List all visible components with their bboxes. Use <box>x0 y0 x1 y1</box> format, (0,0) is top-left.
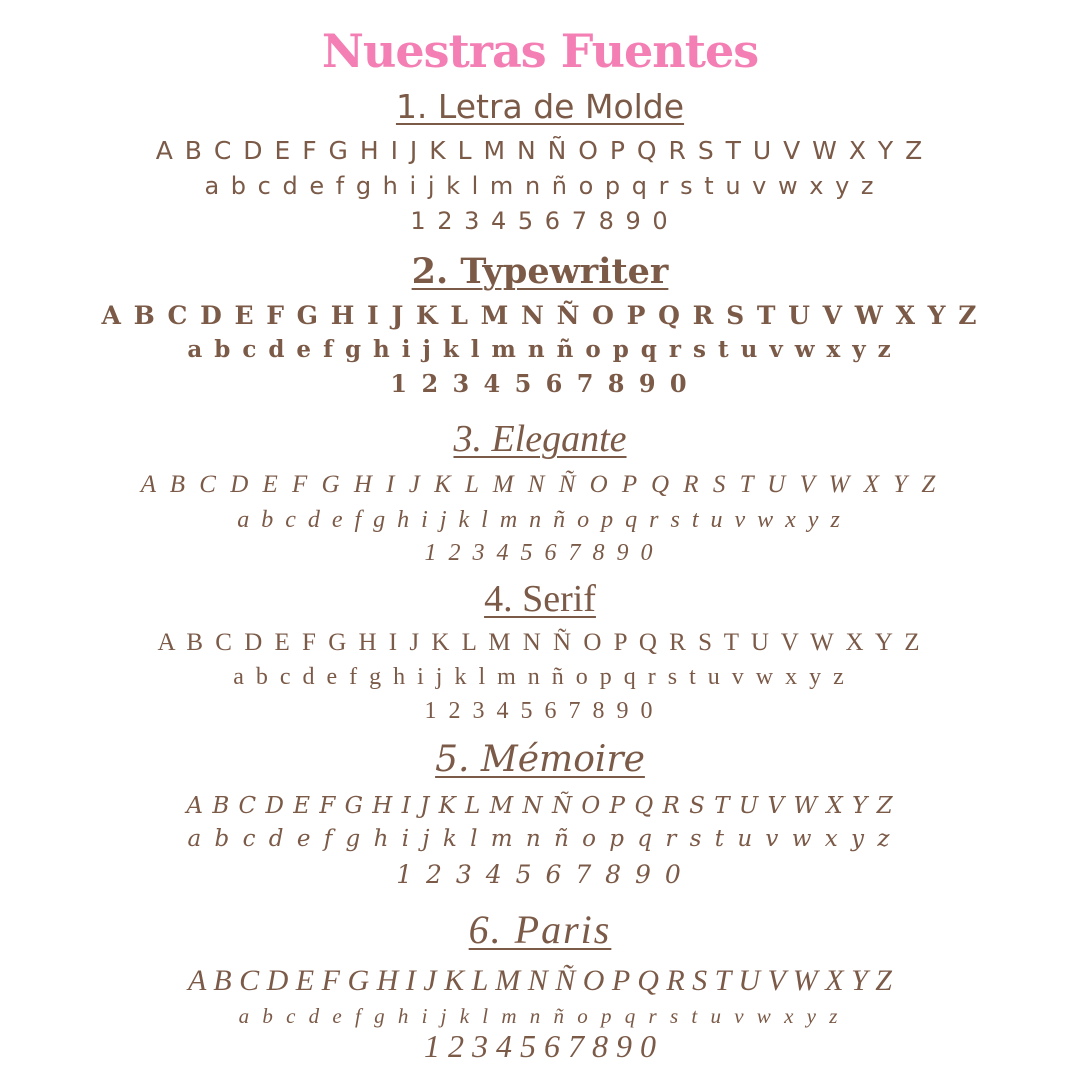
font-heading-elegante: 3. Elegante <box>453 418 627 460</box>
font-heading-paris: 6. Paris <box>468 907 612 952</box>
font-sample-uppercase: A B C D E F G H I J K L M N Ñ O P Q R S T U V W X Y Z <box>186 793 894 819</box>
font-sample-uppercase: A B C D E F G H I J K L M N Ñ O P Q R S T U V W X Y Z <box>140 471 940 498</box>
font-sample-uppercase: A B C D E F G H I J K L M N Ñ O P Q R S T U V W X Y Z <box>188 964 892 997</box>
font-sample-lowercase: a b c d e f g h i j k l m n ñ o p q r s t u v w x y z <box>238 1004 842 1028</box>
font-sample-numbers: 1 2 3 4 5 6 7 8 9 0 <box>390 369 690 398</box>
font-heading-letra-de-molde: 1. Letra de Molde <box>395 87 685 126</box>
font-sample-lowercase: a b c d e f g h i j k l m n ñ o p q r s t u v w x y z <box>204 172 876 200</box>
font-sample-lowercase: a b c d e f g h i j k l m n ñ o p q r s t u v w x y z <box>233 664 847 690</box>
page-title: Nuestras Fuentes <box>321 24 759 78</box>
font-sample-numbers: 1 2 3 4 5 6 7 8 9 0 <box>396 860 684 889</box>
font-sample-numbers: 1 2 3 4 5 6 7 8 9 0 <box>424 698 656 724</box>
font-sample-numbers: 1 2 3 4 5 6 7 8 9 0 <box>410 207 670 235</box>
font-sample-uppercase: A B C D E F G H I J K L M N Ñ O P Q R S T U V W X Y Z <box>101 301 979 330</box>
font-sample-numbers: 1 2 3 4 5 6 7 8 9 0 <box>424 540 656 566</box>
font-sample-uppercase: A B C D E F G H I J K L M N Ñ O P Q R S T U V W X Y Z <box>157 629 923 656</box>
font-sample-numbers: 1 2 3 4 5 6 7 8 9 0 <box>424 1028 656 1064</box>
font-heading-memoire: 5. Mémoire <box>435 739 645 780</box>
font-sample-lowercase: a b c d e f g h i j k l m n ñ o p q r s t u v w x y z <box>187 336 893 363</box>
font-sample-lowercase: a b c d e f g h i j k l m n ñ o p q r s t u v w x y z <box>237 507 843 533</box>
font-sample-lowercase: a b c d e f g h i j k l m n ñ o p q r s t u v w x y z <box>187 826 893 852</box>
font-heading-serif: 4. Serif <box>484 578 596 620</box>
font-heading-typewriter: 2. Typewriter <box>411 251 669 292</box>
font-sample-uppercase: A B C D E F G H I J K L M N Ñ O P Q R S T U V W X Y Z <box>155 136 925 165</box>
